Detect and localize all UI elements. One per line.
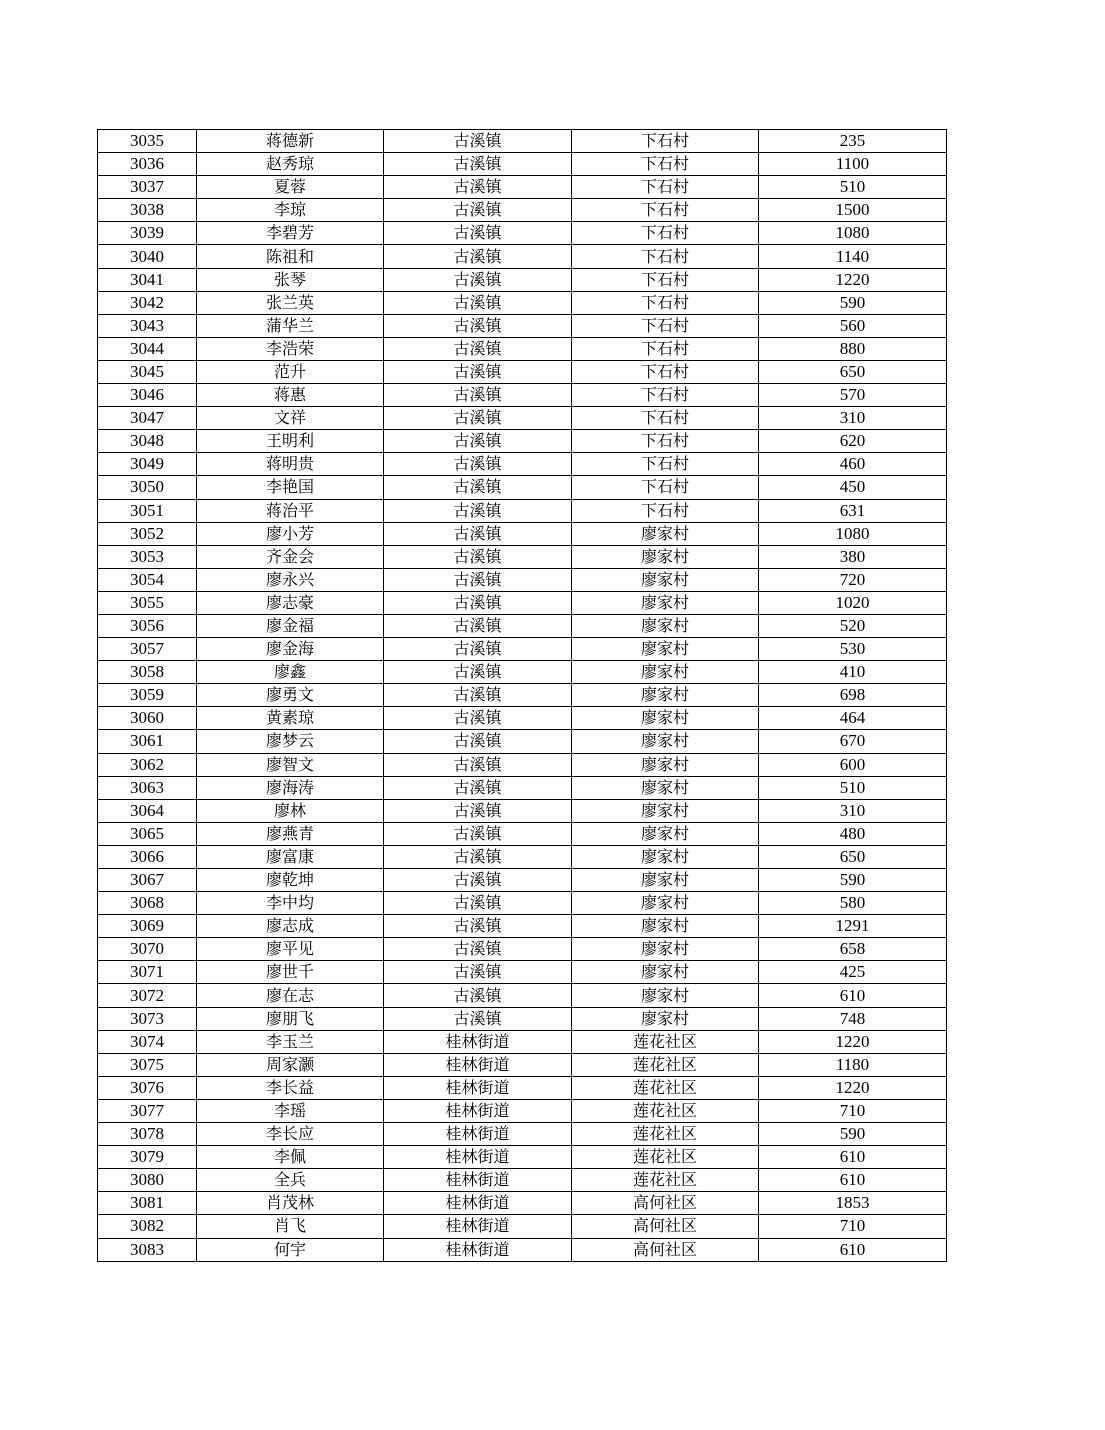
name-cell: 陈祖和	[197, 245, 384, 268]
row-number-cell: 3042	[98, 291, 197, 314]
amount-cell: 1291	[759, 915, 947, 938]
row-number-cell: 3041	[98, 268, 197, 291]
amount-cell: 1220	[759, 1076, 947, 1099]
row-number-cell: 3047	[98, 407, 197, 430]
village-cell: 下石村	[572, 453, 759, 476]
row-number-cell: 3064	[98, 799, 197, 822]
amount-cell: 520	[759, 614, 947, 637]
row-number-cell: 3076	[98, 1076, 197, 1099]
name-cell: 肖茂林	[197, 1192, 384, 1215]
village-cell: 莲花社区	[572, 1146, 759, 1169]
table-row	[98, 614, 947, 637]
village-cell: 下石村	[572, 153, 759, 176]
table-row	[98, 638, 947, 661]
town-cell: 古溪镇	[384, 291, 572, 314]
amount-cell: 1100	[759, 153, 947, 176]
amount-cell: 560	[759, 314, 947, 337]
town-cell: 桂林街道	[384, 1099, 572, 1122]
name-cell: 蒲华兰	[197, 314, 384, 337]
name-cell: 廖在志	[197, 984, 384, 1007]
row-number-cell: 3049	[98, 453, 197, 476]
village-cell: 下石村	[572, 337, 759, 360]
village-cell: 廖家村	[572, 915, 759, 938]
row-number-cell: 3063	[98, 776, 197, 799]
village-cell: 下石村	[572, 360, 759, 383]
name-cell: 张琴	[197, 268, 384, 291]
town-cell: 桂林街道	[384, 1123, 572, 1146]
row-number-cell: 3055	[98, 591, 197, 614]
row-number-cell: 3039	[98, 222, 197, 245]
table-row	[98, 199, 947, 222]
village-cell: 廖家村	[572, 614, 759, 637]
table-row	[98, 915, 947, 938]
table-row	[98, 661, 947, 684]
town-cell: 古溪镇	[384, 476, 572, 499]
name-cell: 李瑶	[197, 1099, 384, 1122]
amount-cell: 698	[759, 684, 947, 707]
amount-cell: 1853	[759, 1192, 947, 1215]
name-cell: 周家灏	[197, 1053, 384, 1076]
row-number-cell: 3044	[98, 337, 197, 360]
amount-cell: 650	[759, 845, 947, 868]
amount-cell: 610	[759, 1146, 947, 1169]
table-row	[98, 961, 947, 984]
town-cell: 古溪镇	[384, 130, 572, 153]
town-cell: 古溪镇	[384, 430, 572, 453]
table-row	[98, 684, 947, 707]
table-row	[98, 568, 947, 591]
town-cell: 古溪镇	[384, 661, 572, 684]
table-row	[98, 222, 947, 245]
village-cell: 廖家村	[572, 822, 759, 845]
town-cell: 古溪镇	[384, 453, 572, 476]
table-row	[98, 799, 947, 822]
amount-cell: 610	[759, 1238, 947, 1261]
row-number-cell: 3046	[98, 384, 197, 407]
table-row	[98, 845, 947, 868]
row-number-cell: 3067	[98, 869, 197, 892]
name-cell: 廖朋飞	[197, 1007, 384, 1030]
village-cell: 下石村	[572, 176, 759, 199]
row-number-cell: 3061	[98, 730, 197, 753]
amount-cell: 720	[759, 568, 947, 591]
town-cell: 古溪镇	[384, 245, 572, 268]
village-cell: 下石村	[572, 245, 759, 268]
table-row	[98, 892, 947, 915]
village-cell: 下石村	[572, 130, 759, 153]
table-row	[98, 730, 947, 753]
name-cell: 何宇	[197, 1238, 384, 1261]
row-number-cell: 3052	[98, 522, 197, 545]
name-cell: 李碧芳	[197, 222, 384, 245]
village-cell: 下石村	[572, 268, 759, 291]
name-cell: 李浩荣	[197, 337, 384, 360]
village-cell: 下石村	[572, 222, 759, 245]
amount-cell: 380	[759, 545, 947, 568]
village-cell: 下石村	[572, 314, 759, 337]
row-number-cell: 3060	[98, 707, 197, 730]
village-cell: 廖家村	[572, 638, 759, 661]
row-number-cell: 3062	[98, 753, 197, 776]
amount-cell: 710	[759, 1099, 947, 1122]
town-cell: 古溪镇	[384, 522, 572, 545]
amount-cell: 310	[759, 407, 947, 430]
name-cell: 张兰英	[197, 291, 384, 314]
table-row	[98, 776, 947, 799]
village-cell: 下石村	[572, 199, 759, 222]
name-cell: 廖富康	[197, 845, 384, 868]
table-row	[98, 453, 947, 476]
amount-cell: 1140	[759, 245, 947, 268]
table-row	[98, 938, 947, 961]
row-number-cell: 3051	[98, 499, 197, 522]
table-row	[98, 430, 947, 453]
name-cell: 廖小芳	[197, 522, 384, 545]
table-row	[98, 407, 947, 430]
village-cell: 廖家村	[572, 938, 759, 961]
amount-cell: 425	[759, 961, 947, 984]
table-row	[98, 1053, 947, 1076]
table-row	[98, 984, 947, 1007]
village-cell: 廖家村	[572, 707, 759, 730]
row-number-cell: 3043	[98, 314, 197, 337]
table-row	[98, 130, 947, 153]
village-cell: 高何社区	[572, 1238, 759, 1261]
amount-cell: 410	[759, 661, 947, 684]
town-cell: 古溪镇	[384, 568, 572, 591]
amount-cell: 610	[759, 1169, 947, 1192]
table-row	[98, 176, 947, 199]
amount-cell: 1020	[759, 591, 947, 614]
town-cell: 古溪镇	[384, 591, 572, 614]
table-row	[98, 545, 947, 568]
name-cell: 蒋明贵	[197, 453, 384, 476]
table-row	[98, 1030, 947, 1053]
town-cell: 古溪镇	[384, 407, 572, 430]
town-cell: 古溪镇	[384, 360, 572, 383]
row-number-cell: 3040	[98, 245, 197, 268]
village-cell: 廖家村	[572, 591, 759, 614]
name-cell: 文祥	[197, 407, 384, 430]
name-cell: 范升	[197, 360, 384, 383]
village-cell: 高何社区	[572, 1215, 759, 1238]
table-row	[98, 1169, 947, 1192]
row-number-cell: 3048	[98, 430, 197, 453]
village-cell: 莲花社区	[572, 1053, 759, 1076]
town-cell: 古溪镇	[384, 545, 572, 568]
village-cell: 高何社区	[572, 1192, 759, 1215]
town-cell: 古溪镇	[384, 984, 572, 1007]
amount-cell: 590	[759, 869, 947, 892]
table-row	[98, 153, 947, 176]
table-row	[98, 1238, 947, 1261]
name-cell: 李佩	[197, 1146, 384, 1169]
town-cell: 桂林街道	[384, 1053, 572, 1076]
row-number-cell: 3079	[98, 1146, 197, 1169]
town-cell: 古溪镇	[384, 730, 572, 753]
village-cell: 下石村	[572, 384, 759, 407]
amount-cell: 464	[759, 707, 947, 730]
village-cell: 廖家村	[572, 892, 759, 915]
town-cell: 古溪镇	[384, 153, 572, 176]
village-cell: 廖家村	[572, 869, 759, 892]
name-cell: 廖志豪	[197, 591, 384, 614]
name-cell: 李艳国	[197, 476, 384, 499]
table-row	[98, 1076, 947, 1099]
name-cell: 全兵	[197, 1169, 384, 1192]
name-cell: 李长应	[197, 1123, 384, 1146]
town-cell: 古溪镇	[384, 753, 572, 776]
amount-cell: 1180	[759, 1053, 947, 1076]
name-cell: 廖永兴	[197, 568, 384, 591]
row-number-cell: 3077	[98, 1099, 197, 1122]
row-number-cell: 3069	[98, 915, 197, 938]
row-number-cell: 3038	[98, 199, 197, 222]
town-cell: 古溪镇	[384, 845, 572, 868]
amount-cell: 1080	[759, 222, 947, 245]
row-number-cell: 3071	[98, 961, 197, 984]
name-cell: 廖世千	[197, 961, 384, 984]
town-cell: 古溪镇	[384, 869, 572, 892]
row-number-cell: 3053	[98, 545, 197, 568]
row-number-cell: 3074	[98, 1030, 197, 1053]
village-cell: 廖家村	[572, 961, 759, 984]
amount-cell: 1500	[759, 199, 947, 222]
amount-cell: 590	[759, 1123, 947, 1146]
village-cell: 廖家村	[572, 568, 759, 591]
table-row	[98, 522, 947, 545]
table-row	[98, 268, 947, 291]
name-cell: 廖乾坤	[197, 869, 384, 892]
name-cell: 黄素琼	[197, 707, 384, 730]
name-cell: 廖林	[197, 799, 384, 822]
amount-cell: 631	[759, 499, 947, 522]
amount-cell: 658	[759, 938, 947, 961]
town-cell: 古溪镇	[384, 684, 572, 707]
row-number-cell: 3035	[98, 130, 197, 153]
row-number-cell: 3072	[98, 984, 197, 1007]
name-cell: 廖智文	[197, 753, 384, 776]
table-row	[98, 869, 947, 892]
village-cell: 下石村	[572, 499, 759, 522]
row-number-cell: 3037	[98, 176, 197, 199]
town-cell: 古溪镇	[384, 961, 572, 984]
town-cell: 古溪镇	[384, 799, 572, 822]
amount-cell: 530	[759, 638, 947, 661]
town-cell: 古溪镇	[384, 199, 572, 222]
amount-cell: 235	[759, 130, 947, 153]
town-cell: 古溪镇	[384, 268, 572, 291]
town-cell: 古溪镇	[384, 314, 572, 337]
table-row	[98, 291, 947, 314]
town-cell: 古溪镇	[384, 499, 572, 522]
row-number-cell: 3059	[98, 684, 197, 707]
name-cell: 李中均	[197, 892, 384, 915]
row-number-cell: 3080	[98, 1169, 197, 1192]
village-cell: 廖家村	[572, 730, 759, 753]
amount-cell: 510	[759, 176, 947, 199]
table-row	[98, 707, 947, 730]
town-cell: 桂林街道	[384, 1192, 572, 1215]
amount-cell: 310	[759, 799, 947, 822]
village-cell: 廖家村	[572, 522, 759, 545]
town-cell: 古溪镇	[384, 176, 572, 199]
village-cell: 下石村	[572, 476, 759, 499]
data-table	[97, 129, 947, 1262]
amount-cell: 450	[759, 476, 947, 499]
amount-cell: 570	[759, 384, 947, 407]
village-cell: 廖家村	[572, 776, 759, 799]
village-cell: 廖家村	[572, 799, 759, 822]
village-cell: 廖家村	[572, 1007, 759, 1030]
row-number-cell: 3078	[98, 1123, 197, 1146]
name-cell: 廖海涛	[197, 776, 384, 799]
table-row	[98, 314, 947, 337]
town-cell: 古溪镇	[384, 1007, 572, 1030]
town-cell: 古溪镇	[384, 384, 572, 407]
name-cell: 廖鑫	[197, 661, 384, 684]
table-row	[98, 753, 947, 776]
row-number-cell: 3068	[98, 892, 197, 915]
village-cell: 廖家村	[572, 545, 759, 568]
amount-cell: 480	[759, 822, 947, 845]
amount-cell: 1080	[759, 522, 947, 545]
village-cell: 廖家村	[572, 684, 759, 707]
name-cell: 李长益	[197, 1076, 384, 1099]
village-cell: 莲花社区	[572, 1030, 759, 1053]
row-number-cell: 3058	[98, 661, 197, 684]
town-cell: 古溪镇	[384, 822, 572, 845]
table-row	[98, 499, 947, 522]
table-row	[98, 476, 947, 499]
village-cell: 莲花社区	[572, 1169, 759, 1192]
village-cell: 莲花社区	[572, 1123, 759, 1146]
name-cell: 蒋惠	[197, 384, 384, 407]
town-cell: 古溪镇	[384, 222, 572, 245]
town-cell: 古溪镇	[384, 776, 572, 799]
amount-cell: 670	[759, 730, 947, 753]
table-row	[98, 822, 947, 845]
town-cell: 桂林街道	[384, 1238, 572, 1261]
amount-cell: 580	[759, 892, 947, 915]
table-row	[98, 1007, 947, 1030]
name-cell: 廖志成	[197, 915, 384, 938]
village-cell: 莲花社区	[572, 1099, 759, 1122]
amount-cell: 600	[759, 753, 947, 776]
village-cell: 莲花社区	[572, 1076, 759, 1099]
name-cell: 蒋治平	[197, 499, 384, 522]
name-cell: 李玉兰	[197, 1030, 384, 1053]
town-cell: 桂林街道	[384, 1076, 572, 1099]
row-number-cell: 3050	[98, 476, 197, 499]
village-cell: 下石村	[572, 430, 759, 453]
amount-cell: 880	[759, 337, 947, 360]
table-row	[98, 1146, 947, 1169]
name-cell: 李琼	[197, 199, 384, 222]
row-number-cell: 3075	[98, 1053, 197, 1076]
amount-cell: 610	[759, 984, 947, 1007]
table-row	[98, 1123, 947, 1146]
name-cell: 廖梦云	[197, 730, 384, 753]
table-row	[98, 1192, 947, 1215]
row-number-cell: 3083	[98, 1238, 197, 1261]
amount-cell: 460	[759, 453, 947, 476]
town-cell: 古溪镇	[384, 707, 572, 730]
amount-cell: 510	[759, 776, 947, 799]
town-cell: 桂林街道	[384, 1146, 572, 1169]
name-cell: 廖勇文	[197, 684, 384, 707]
row-number-cell: 3056	[98, 614, 197, 637]
row-number-cell: 3073	[98, 1007, 197, 1030]
row-number-cell: 3081	[98, 1192, 197, 1215]
village-cell: 廖家村	[572, 661, 759, 684]
name-cell: 廖燕青	[197, 822, 384, 845]
name-cell: 廖金海	[197, 638, 384, 661]
name-cell: 肖飞	[197, 1215, 384, 1238]
table-body	[98, 130, 947, 1262]
row-number-cell: 3066	[98, 845, 197, 868]
table-row	[98, 1099, 947, 1122]
town-cell: 桂林街道	[384, 1030, 572, 1053]
town-cell: 古溪镇	[384, 938, 572, 961]
table-row	[98, 245, 947, 268]
amount-cell: 650	[759, 360, 947, 383]
amount-cell: 620	[759, 430, 947, 453]
row-number-cell: 3036	[98, 153, 197, 176]
row-number-cell: 3082	[98, 1215, 197, 1238]
amount-cell: 590	[759, 291, 947, 314]
town-cell: 桂林街道	[384, 1215, 572, 1238]
town-cell: 古溪镇	[384, 915, 572, 938]
name-cell: 蒋德新	[197, 130, 384, 153]
name-cell: 廖平见	[197, 938, 384, 961]
village-cell: 廖家村	[572, 984, 759, 1007]
amount-cell: 1220	[759, 1030, 947, 1053]
row-number-cell: 3065	[98, 822, 197, 845]
amount-cell: 1220	[759, 268, 947, 291]
table-row	[98, 384, 947, 407]
table-row	[98, 1215, 947, 1238]
name-cell: 夏蓉	[197, 176, 384, 199]
row-number-cell: 3045	[98, 360, 197, 383]
village-cell: 下石村	[572, 407, 759, 430]
village-cell: 廖家村	[572, 845, 759, 868]
table-row	[98, 360, 947, 383]
village-cell: 廖家村	[572, 753, 759, 776]
row-number-cell: 3070	[98, 938, 197, 961]
name-cell: 廖金福	[197, 614, 384, 637]
town-cell: 桂林街道	[384, 1169, 572, 1192]
table-row	[98, 591, 947, 614]
row-number-cell: 3057	[98, 638, 197, 661]
amount-cell: 710	[759, 1215, 947, 1238]
table-row	[98, 337, 947, 360]
town-cell: 古溪镇	[384, 614, 572, 637]
row-number-cell: 3054	[98, 568, 197, 591]
name-cell: 齐金会	[197, 545, 384, 568]
name-cell: 赵秀琼	[197, 153, 384, 176]
amount-cell: 748	[759, 1007, 947, 1030]
town-cell: 古溪镇	[384, 892, 572, 915]
name-cell: 王明利	[197, 430, 384, 453]
town-cell: 古溪镇	[384, 337, 572, 360]
town-cell: 古溪镇	[384, 638, 572, 661]
village-cell: 下石村	[572, 291, 759, 314]
